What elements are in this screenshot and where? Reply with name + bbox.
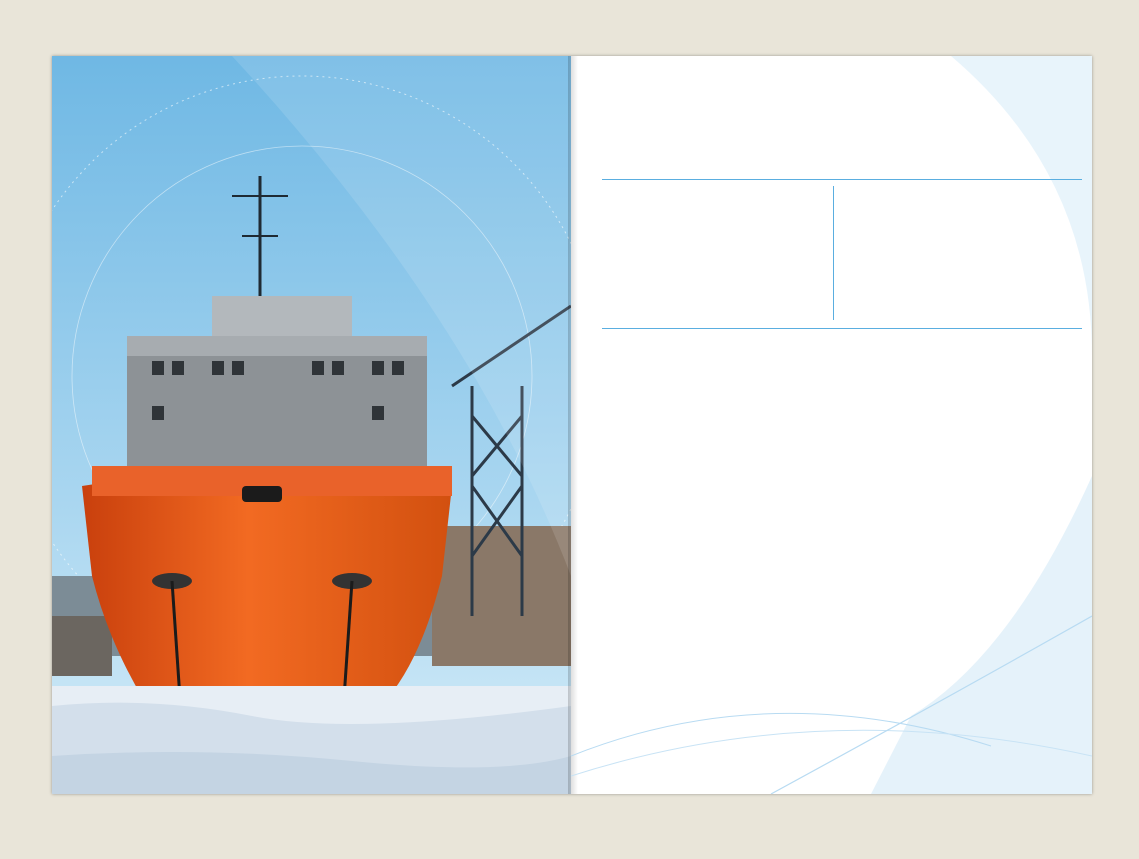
right-page: [571, 56, 1092, 794]
intro-divider: [833, 186, 834, 320]
chart1-donut: [601, 399, 711, 539]
icebreaker-photo: [52, 56, 571, 794]
brochure-spread: [52, 56, 1092, 794]
intro-bottom-rule: [602, 328, 1082, 329]
chart3-bar-chart: [911, 586, 1071, 754]
chart2-donut: [601, 602, 721, 742]
chart2-legend: [749, 602, 909, 752]
chart1-legend: [749, 418, 1079, 518]
top-rule: [602, 179, 1082, 180]
